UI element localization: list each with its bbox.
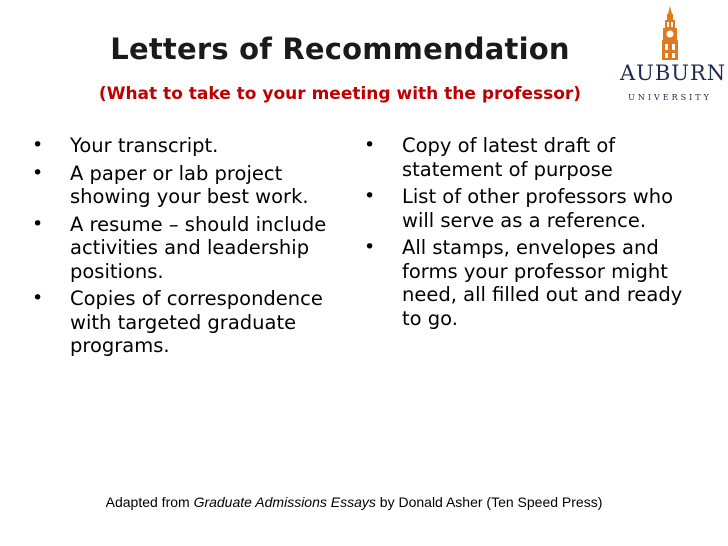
list-item: • List of other professors who will serve as a reference. <box>362 185 702 232</box>
list-item: • A resume – should include activities and leadership positions. <box>30 213 360 284</box>
footer-book-title: Graduate Admissions Essays <box>193 494 376 510</box>
samford-hall-tower-icon <box>656 6 684 62</box>
footer-suffix: by Donald Asher (Ten Speed Press) <box>375 494 603 510</box>
left-bullet-list <box>30 134 360 362</box>
auburn-logo <box>620 6 727 106</box>
slide-subtitle: (What to take to your meeting with the professor) <box>98 84 582 104</box>
right-bullet-list <box>362 134 702 334</box>
slide-title: Letters of Recommendation <box>110 32 570 66</box>
logo-wordmark: AUBURN <box>620 61 727 85</box>
citation-footer <box>0 494 708 510</box>
footer-prefix: Adapted from <box>105 494 194 510</box>
list-item: • Copy of latest draft of statement of purpose <box>362 134 702 181</box>
list-item: • Your transcript. <box>30 134 360 158</box>
list-item: • Copies of correspondence with targeted graduate programs. <box>30 287 360 358</box>
list-item: • A paper or lab project showing your best work. <box>30 162 360 209</box>
logo-subtext: UNIVERSITY <box>628 93 712 102</box>
list-item: • All stamps, envelopes and forms your professor might need, all filled out and ready to go. <box>362 236 702 330</box>
